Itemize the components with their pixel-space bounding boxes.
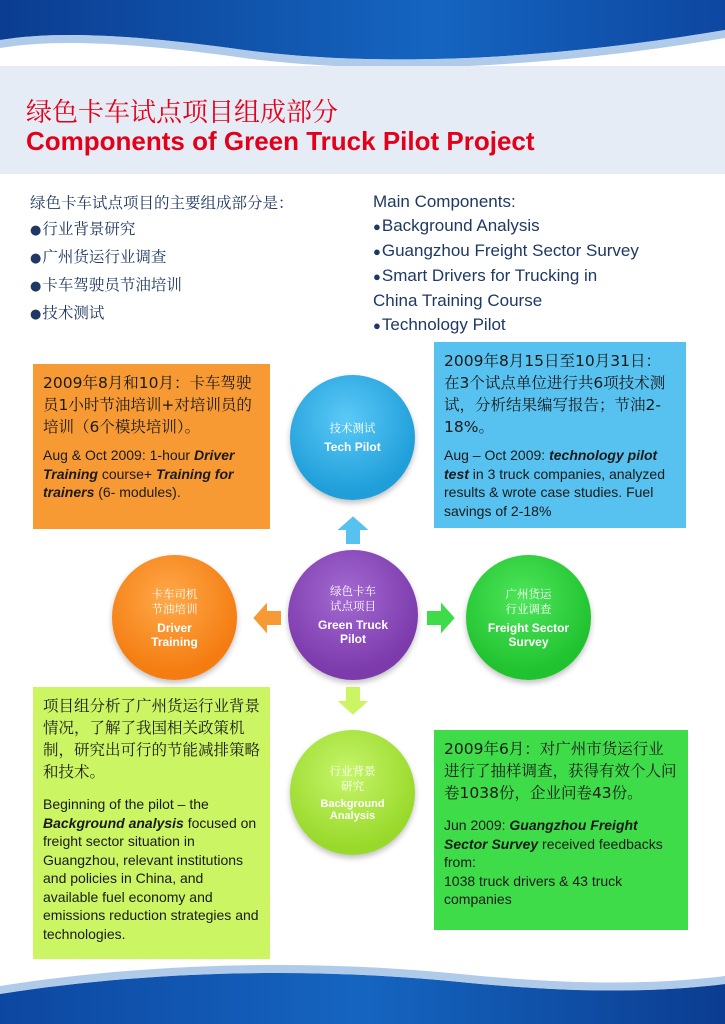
freight-survey-cn: 2009年6月：对广州市货运行业进行了抽样调查，获得有效个人问卷1038份，企业问卷43份。 <box>444 740 677 802</box>
intro-en-item: ● Background Analysis <box>373 214 693 239</box>
bottom-wave-decoration <box>0 964 725 1024</box>
driver-training-cn: 2009年8月和10月：卡车驾驶员1小时节油培训+对培训员的培训（6个模块培训）。 <box>43 374 252 436</box>
intro-en-item: ● Smart Drivers for Trucking in <box>373 264 693 289</box>
tech-pilot-box <box>434 342 686 528</box>
background-analysis-cn: 项目组分析了广州货运行业背景情况，了解了我国相关政策机制，研究出可行的节能减排策略和技术。 <box>43 697 261 781</box>
freight-survey-box <box>434 730 688 930</box>
intro-cn-heading: 绿色卡车试点项目的主要组成部分是： <box>30 194 294 212</box>
intro-cn-item: ● 行业背景研究 <box>30 216 294 244</box>
tech-pilot-circle: 技术测试 Tech Pilot <box>290 375 415 500</box>
arrow-up-icon <box>333 513 373 547</box>
tech-pilot-cn: 2009年8月15日至10月31日：在3个试点单位进行共6项技术测试，分析结果编写报告；节油2-18%。 <box>444 352 666 436</box>
intro-cn-item: ● 卡车驾驶员节油培训 <box>30 272 294 300</box>
background-analysis-box <box>33 687 270 959</box>
intro-cn-item: ● 技术测试 <box>30 300 294 328</box>
intro-en-item: ● Guangzhou Freight Sector Survey <box>373 239 693 264</box>
intro-english <box>373 190 693 338</box>
freight-survey-en: Jun 2009: Guangzhou Freight Sector Survey received feedbacks from: 1038 truck drivers & 43 truck companies <box>444 817 663 907</box>
page-title-english: Components of Green Truck Pilot Project <box>26 126 535 156</box>
top-wave-decoration <box>0 0 725 70</box>
intro-chinese <box>30 190 294 328</box>
background-analysis-en: Beginning of the pilot – the Background analysis focused on freight sector situation in Guangzhou, relevant institutions and policies in China, and available fuel economy and emissions reduction strategies and technologies. <box>43 796 259 942</box>
tech-pilot-en: Aug – Oct 2009: technology pilot test in 3 truck companies, analyzed results & wrote case studies. Fuel savings of 2-18% <box>444 447 666 519</box>
arrow-left-icon <box>250 598 284 638</box>
intro-en-heading: Main Components: <box>373 192 516 211</box>
background-analysis-circle: 行业背景 研究 Background Analysis <box>290 730 415 855</box>
freight-survey-circle: 广州货运 行业调查 Freight Sector Survey <box>466 555 591 680</box>
intro-en-item-continued: China Training Course <box>373 291 543 310</box>
intro-en-item: ● Technology Pilot <box>373 313 693 338</box>
page-title-chinese: 绿色卡车试点项目组成部分 <box>26 98 339 128</box>
driver-training-en: Aug & Oct 2009: 1-hour Driver Training course+ Training for trainers (6- modules). <box>43 447 235 500</box>
intro-cn-item: ● 广州货运行业调查 <box>30 244 294 272</box>
green-truck-pilot-circle: 绿色卡车 试点项目 Green Truck Pilot <box>288 550 418 680</box>
driver-training-box <box>33 364 270 529</box>
driver-training-circle: 卡车司机 节油培训 Driver Training <box>112 555 237 680</box>
arrow-right-icon <box>424 598 458 638</box>
arrow-down-icon <box>333 684 373 718</box>
